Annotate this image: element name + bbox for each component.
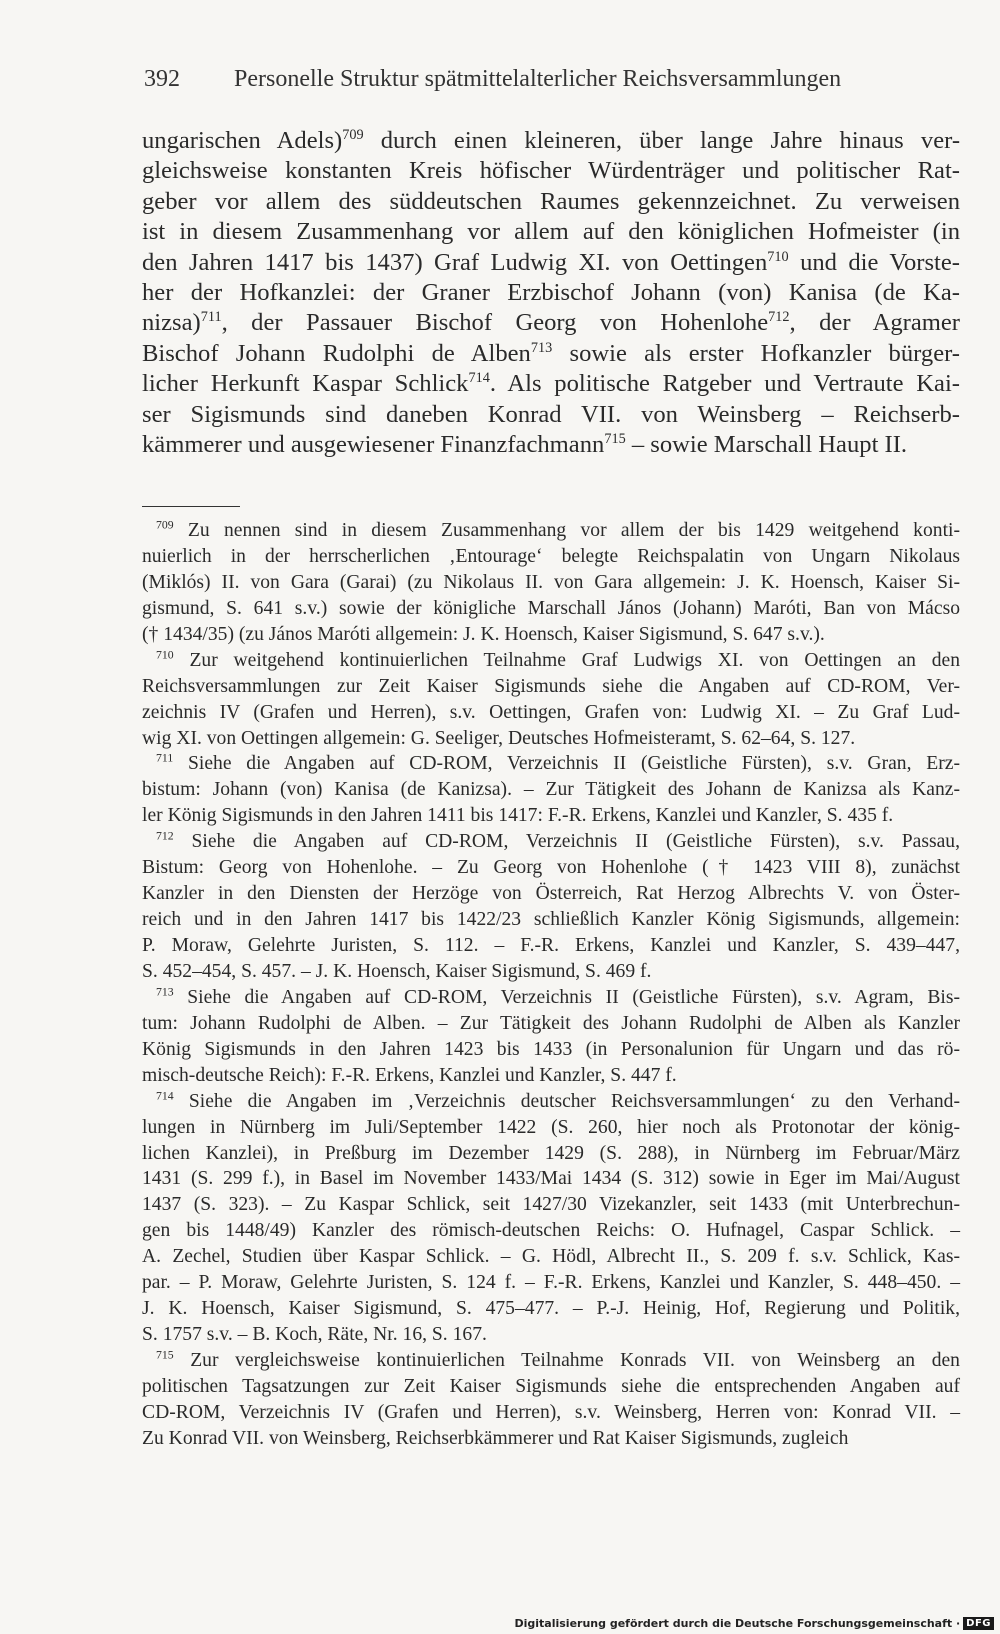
footnote-text: S. 1757 s.v. – B. Koch, Räte, Nr. 16, S. 167. bbox=[142, 1324, 487, 1346]
footnote-number: 714 bbox=[156, 1089, 174, 1103]
footnote-text: Siehe die Angaben auf CD-ROM, Verzeichnis II (Geistliche Fürsten), s.v. Passau, bbox=[191, 831, 961, 853]
footnote-number: 715 bbox=[156, 1348, 174, 1362]
footnote-text: tum: Johann Rudolphi de Alben. – Zur Tätigkeit des Johann Rudolphi de Alben als Kanzler bbox=[142, 1012, 960, 1034]
body-text-segment: ungarischen Adels) bbox=[142, 127, 343, 154]
footnote-text: misch-deutsche Reich): F.-R. Erkens, Kanzlei und Kanzler, S. 447 f. bbox=[142, 1064, 677, 1086]
body-line bbox=[142, 278, 960, 308]
footnote-line bbox=[142, 985, 960, 1011]
footnote-line bbox=[142, 855, 960, 881]
footnote-line bbox=[142, 1192, 960, 1218]
body-text-segment: her der Hofkanzlei: der Graner Erzbischof Johann (von) Kanisa (de Ka- bbox=[142, 278, 960, 306]
footnote-line bbox=[142, 1296, 960, 1322]
footnote-text: Zu nennen sind in diesem Zusammenhang vor allem der bis 1429 weitgehend konti- bbox=[187, 520, 960, 541]
footnote-text: wig XI. von Oettingen allgemein: G. Seeliger, Deutsches Hofmeisteramt, S. 62–64, S. 127. bbox=[142, 727, 856, 749]
footnote-line bbox=[142, 1348, 960, 1374]
footnote-line bbox=[142, 777, 960, 803]
footnote-line bbox=[142, 1322, 960, 1348]
footnote-text: Kanzler in den Diensten der Herzöge von Österreich, Rat Herzog Albrechts V. von Öster- bbox=[142, 883, 960, 905]
footnote-number: 711 bbox=[156, 752, 174, 766]
footnote-text: Siehe die Angaben im ‚Verzeichnis deutscher Reichsversammlungen‘ zu den Verhand- bbox=[188, 1090, 960, 1112]
footnote-line bbox=[142, 1063, 960, 1089]
footnote-713 bbox=[142, 985, 960, 1089]
footnote-text: Zur vergleichsweise kontinuierlichen Teilnahme Konrads VII. von Weinsberg an den bbox=[190, 1350, 960, 1371]
footnote-text: († 1434/35) (zu János Maróti allgemein: J. K. Hoensch, Kaiser Sigismund, S. 647 s.v.). bbox=[142, 623, 825, 645]
digitization-credit bbox=[514, 1617, 994, 1630]
body-text-segment: ist in diesem Zusammenhang vor allem auf den königlichen Hofmeister (in bbox=[142, 218, 960, 246]
footnote-line bbox=[142, 544, 960, 570]
footnote-reference[interactable]: 710 bbox=[767, 248, 789, 265]
page-number: 392 bbox=[144, 66, 180, 92]
footnote-text: Siehe die Angaben auf CD-ROM, Verzeichnis II (Geistliche Fürsten), s.v. Gran, Erz- bbox=[187, 753, 960, 775]
footnote-709 bbox=[142, 518, 960, 648]
body-text-segment: und die Vorste- bbox=[788, 248, 960, 276]
footnote-line bbox=[142, 648, 960, 674]
footnote-text: zeichnis IV (Grafen und Herren), s.v. Oettingen, Grafen von: Ludwig XI. – Zu Graf Lud- bbox=[142, 701, 960, 723]
footnote-text: Zu Konrad VII. von Weinsberg, Reichserbkämmerer und Rat Kaiser Sigismunds, zugleich bbox=[142, 1427, 849, 1449]
footnote-line bbox=[142, 751, 960, 777]
running-head bbox=[144, 66, 864, 93]
main-text bbox=[142, 126, 960, 460]
footnote-line bbox=[142, 1218, 960, 1244]
footnote-reference[interactable]: 709 bbox=[342, 127, 364, 144]
body-text-segment: , der Agramer bbox=[789, 309, 960, 337]
footnote-line bbox=[142, 518, 960, 544]
footnote-line bbox=[142, 1115, 960, 1141]
footnote-text: König Sigismunds in den Jahren 1423 bis 1433 (in Personalunion für Ungarn und das rö- bbox=[142, 1038, 960, 1060]
footnote-number: 709 bbox=[156, 518, 174, 532]
footnote-line bbox=[142, 622, 960, 648]
body-line bbox=[142, 339, 960, 369]
footnote-text: nuierlich in der herrscherlichen ‚Entourage‘ belegte Reichspalatin von Ungarn Nikolaus bbox=[142, 545, 960, 567]
body-text-segment: Bischof Johann Rudolphi de Alben bbox=[142, 339, 531, 367]
footnote-line bbox=[142, 1244, 960, 1270]
footnote-line bbox=[142, 803, 960, 829]
footnote-text: ler König Sigismunds in den Jahren 1411 bis 1417: F.-R. Erkens, Kanzlei und Kanzler, S. 435 f. bbox=[142, 805, 894, 827]
footnote-number: 713 bbox=[156, 985, 174, 999]
footnote-714 bbox=[142, 1089, 960, 1348]
dfg-logo: DFG bbox=[963, 1617, 994, 1630]
footnote-text: 1437 (S. 323). – Zu Kaspar Schlick, seit 1427/30 Vizekanzler, seit 1433 (mit Unterbrechun- bbox=[142, 1194, 960, 1216]
footnote-text: politischen Tagsatzungen zur Zeit Kaiser Sigismunds siehe die entsprechenden Angaben auf bbox=[142, 1375, 960, 1397]
footnote-text: Zur weitgehend kontinuierlichen Teilnahme Graf Ludwigs XI. von Oettingen an den bbox=[189, 649, 961, 671]
footnote-line bbox=[142, 1037, 960, 1063]
footnote-text: Siehe die Angaben auf CD-ROM, Verzeichnis II (Geistliche Fürsten), s.v. Agram, Bis- bbox=[187, 986, 960, 1008]
body-text-segment: den Jahren 1417 bis 1437) Graf Ludwig XI. von Oettingen bbox=[142, 248, 768, 276]
body-text-segment: ser Sigismunds sind daneben Konrad VII. von Weinsberg – Reichserb- bbox=[142, 400, 960, 428]
footnote-separator bbox=[142, 506, 240, 507]
footnote-line bbox=[142, 1270, 960, 1296]
footnote-text: lungen in Nürnberg im Juli/September 1422 (S. 260, hier noch als Protonotar der könig- bbox=[142, 1116, 960, 1138]
body-line bbox=[142, 187, 960, 217]
footnote-line bbox=[142, 726, 960, 752]
footnote-line bbox=[142, 674, 960, 700]
footnote-line bbox=[142, 907, 960, 933]
footnote-text: gismund, S. 641 s.v.) sowie der königliche Marschall János (Johann) Maróti, Ban von Mácso bbox=[142, 597, 960, 619]
body-text-segment: durch einen kleineren, über lange Jahre hinaus ver- bbox=[363, 127, 961, 154]
footnote-line bbox=[142, 700, 960, 726]
body-text-segment: . Als politische Ratgeber und Vertraute Kai- bbox=[489, 370, 960, 398]
footnote-reference[interactable]: 715 bbox=[604, 431, 626, 448]
footnote-text: (Miklós) II. von Gara (Garai) (zu Nikolaus II. von Gara allgemein: J. K. Hoensch, Kaiser Si- bbox=[142, 571, 960, 593]
footnote-text: par. – P. Moraw, Gelehrte Juristen, S. 124 f. – F.-R. Erkens, Kanzlei und Kanzler, S. 448–450. – bbox=[142, 1272, 960, 1294]
body-line bbox=[142, 126, 960, 156]
body-text-segment: – sowie Marschall Haupt II. bbox=[625, 430, 908, 458]
footnote-line bbox=[142, 570, 960, 596]
footnote-line bbox=[142, 1089, 960, 1115]
body-text-segment: geber vor allem des süddeutschen Raumes gekennzeichnet. Zu verweisen bbox=[142, 187, 960, 215]
footnote-line bbox=[142, 959, 960, 985]
footnote-number: 710 bbox=[156, 648, 174, 662]
body-line bbox=[142, 217, 960, 247]
footnote-text: P. Moraw, Gelehrte Juristen, S. 112. – F.-R. Erkens, Kanzlei und Kanzler, S. 439–447, bbox=[142, 935, 960, 956]
footnote-line bbox=[142, 829, 960, 855]
footnote-text: bistum: Johann (von) Kanisa (de Kanizsa). – Zur Tätigkeit des Johann de Kanizsa als Kanz- bbox=[142, 779, 960, 801]
body-line bbox=[142, 248, 960, 278]
footnote-text: S. 452–454, S. 457. – J. K. Hoensch, Kaiser Sigismund, S. 469 f. bbox=[142, 960, 652, 982]
footnote-line bbox=[142, 1374, 960, 1400]
footnote-line bbox=[142, 1166, 960, 1192]
footnote-number: 712 bbox=[156, 829, 174, 843]
body-text-segment: sowie als erster Hofkanzler bürger- bbox=[552, 339, 961, 367]
body-line bbox=[142, 369, 960, 399]
footnotes bbox=[142, 518, 960, 1452]
body-line bbox=[142, 156, 960, 186]
body-text-segment: , der Passauer Bischof Georg von Hohenlohe bbox=[221, 309, 769, 337]
footnote-line bbox=[142, 881, 960, 907]
body-line bbox=[142, 308, 960, 338]
footnote-reference[interactable]: 714 bbox=[468, 370, 490, 387]
footnote-712 bbox=[142, 829, 960, 985]
footnote-text: Reichsversammlungen zur Zeit Kaiser Sigismunds siehe die Angaben auf CD-ROM, Ver- bbox=[142, 675, 960, 697]
footnote-text: gen bis 1448/49) Kanzler des römisch-deutschen Reichs: O. Hufnagel, Caspar Schlick. – bbox=[142, 1220, 960, 1242]
footnote-line bbox=[142, 1400, 960, 1426]
credit-text: Digitalisierung gefördert durch die Deutsche Forschungsgemeinschaft · bbox=[514, 1617, 961, 1630]
footnote-line bbox=[142, 1011, 960, 1037]
footnote-710 bbox=[142, 648, 960, 752]
footnote-text: lichen Kanzlei), in Preßburg im Dezember 1429 (S. 288), in Nürnberg im Februar/März bbox=[142, 1142, 960, 1164]
body-text-segment: nizsa) bbox=[142, 309, 201, 337]
footnote-text: J. K. Hoensch, Kaiser Sigismund, S. 475–477. – P.-J. Heinig, Hof, Regierung und Politik, bbox=[142, 1298, 960, 1320]
body-text-segment: gleichsweise konstanten Kreis höfischer Würdenträger und politischer Rat- bbox=[142, 157, 960, 185]
footnote-line bbox=[142, 933, 960, 959]
footnote-715 bbox=[142, 1348, 960, 1452]
footnote-text: 1431 (S. 299 f.), in Basel im November 1433/Mai 1434 (S. 312) sowie in Eger im Mai/August bbox=[142, 1168, 960, 1190]
footnote-line bbox=[142, 1141, 960, 1167]
footnote-reference[interactable]: 711 bbox=[200, 309, 222, 326]
body-line bbox=[142, 400, 960, 430]
body-text-segment: kämmerer und ausgewiesener Finanzfachmann bbox=[142, 430, 605, 458]
footnote-reference[interactable]: 712 bbox=[768, 309, 790, 326]
body-text-segment: licher Herkunft Kaspar Schlick bbox=[142, 370, 469, 398]
footnote-reference[interactable]: 713 bbox=[530, 339, 553, 356]
body-line bbox=[142, 430, 960, 460]
running-title: Personelle Struktur spätmittelalterlicher Reichsversammlungen bbox=[234, 66, 842, 92]
footnote-line bbox=[142, 1426, 960, 1452]
footnote-line bbox=[142, 596, 960, 622]
footnote-text: A. Zechel, Studien über Kaspar Schlick. – G. Hödl, Albrecht II., S. 209 f. s.v. Schlick, Kas- bbox=[142, 1246, 960, 1268]
footnote-text: CD-ROM, Verzeichnis IV (Grafen und Herren), s.v. Weinsberg, Herren von: Konrad VII. – bbox=[142, 1401, 960, 1423]
footnote-711 bbox=[142, 751, 960, 829]
footnote-text: Bistum: Georg von Hohenlohe. – Zu Georg von Hohenlohe († 1423 VIII 8), zunächst bbox=[142, 857, 960, 879]
footnote-text: reich und in den Jahren 1417 bis 1422/23 schließlich Kanzler König Sigismunds, allgemein: bbox=[142, 909, 960, 931]
